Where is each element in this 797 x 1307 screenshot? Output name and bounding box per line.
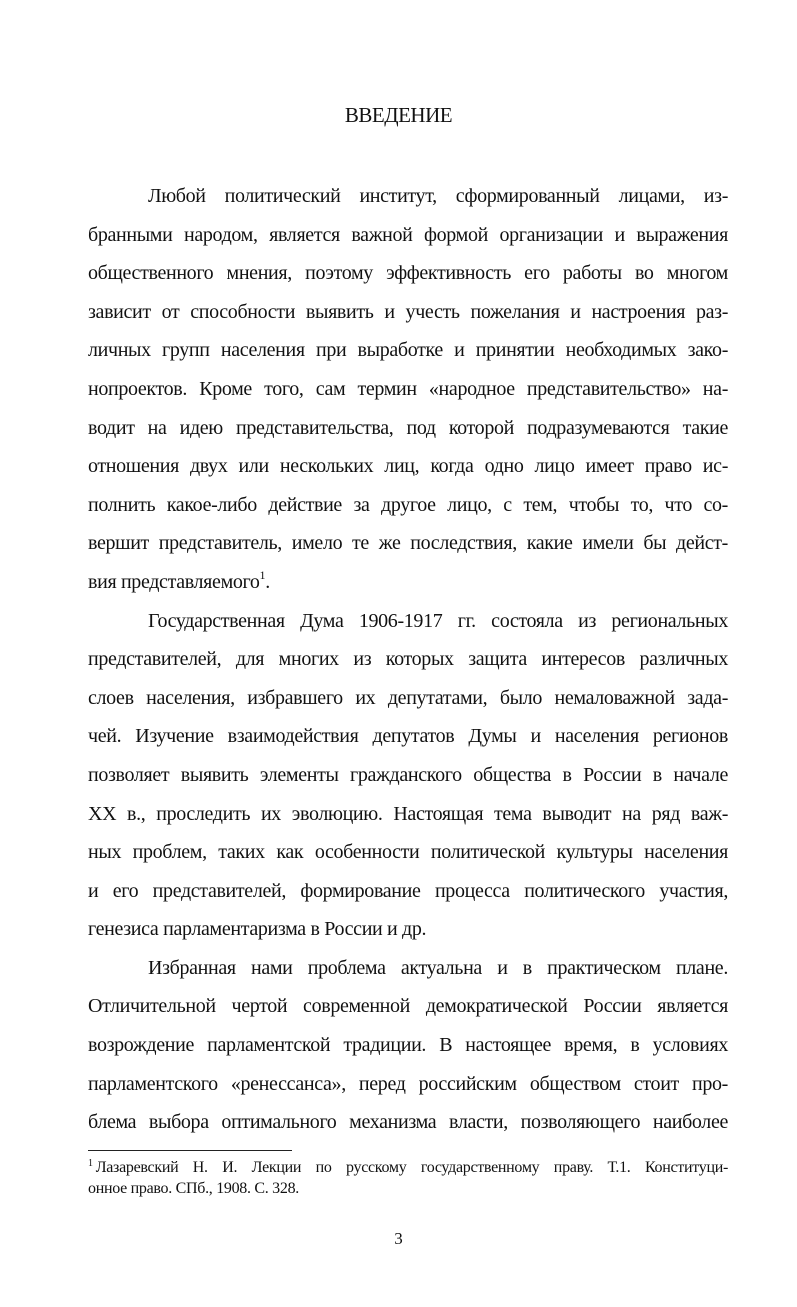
text-line: парламентского «ренессанса», перед российским обществом стоит про- <box>88 1072 728 1095</box>
text-line <box>88 563 728 602</box>
text-line: слоев населения, избравшего их депутатами, было немаловажной зада- <box>88 686 728 709</box>
text-line: возрождение парламентской традиции. В настоящее время, в условиях <box>88 1034 728 1057</box>
footnote-text: Лазаревский Н. И. Лекции по русскому государственному праву. Т.1. Конституци- <box>95 1159 728 1176</box>
body-text <box>88 177 728 1142</box>
text-line: нопроектов. Кроме того, сам термин «народное представительство» на- <box>88 377 728 400</box>
text-line: водит на идею представительства, под которой подразумеваются такие <box>88 416 728 439</box>
text-line: вершит представитель, имело те же последствия, какие имели бы дейст- <box>88 532 728 555</box>
text-line: и его представителей, формирование процесса политического участия, <box>88 879 728 902</box>
text-fragment: вия представляемого <box>88 570 260 593</box>
page-number: 3 <box>394 1229 403 1248</box>
text-line: полнить какое-либо действие за другое лицо, с тем, чтобы то, что со- <box>88 493 728 516</box>
text-line: бранными народом, является важной формой организации и выражения <box>88 223 728 246</box>
text-line: Избранная нами проблема актуальна и в практическом плане. <box>148 956 728 979</box>
text-line: Любой политический институт, сформированный лицами, из- <box>148 185 728 207</box>
footnote <box>88 1157 728 1199</box>
text-line: генезиса парламентаризма в России и др. <box>88 918 427 941</box>
section-heading: ВВЕДЕНИЕ <box>344 103 453 127</box>
text-line: чей. Изучение взаимодействия депутатов Думы и населения регионов <box>88 725 728 748</box>
text-line: позволяет выявить элементы гражданского общества в России в начале <box>88 763 728 786</box>
text-line: представителей, для многих из которых защита интересов различных <box>88 648 728 671</box>
footnote-line <box>88 1157 728 1178</box>
text-line: ных проблем, таких как особенности политической культуры населения <box>88 841 728 864</box>
footnote-reference[interactable]: 1 <box>259 567 266 582</box>
text-line: XX в., проследить их эволюцию. Настоящая тема выводит на ряд важ- <box>88 802 728 825</box>
text-line: блема выбора оптимального механизма власти, позволяющего наиболее <box>88 1111 728 1134</box>
text-line: Государственная Дума 1906-1917 гг. состояла из региональных <box>148 609 728 632</box>
footnote-separator <box>88 1150 292 1151</box>
end-punctuation: . <box>265 570 270 593</box>
text-line: отношения двух или нескольких лиц, когда одно лицо имеет право ис- <box>88 455 728 478</box>
footnote-mark: 1 <box>88 1158 93 1169</box>
text-line: общественного мнения, поэтому эффективность его работы во многом <box>88 262 728 285</box>
text-line: Отличительной чертой современной демократической России является <box>88 995 728 1018</box>
footnote-line: онное право. СПб., 1908. С. 328. <box>88 1180 299 1197</box>
text-line: личных групп населения при выработке и принятии необходимых зако- <box>88 339 728 362</box>
text-line: зависит от способности выявить и учесть пожелания и настроения раз- <box>88 300 728 323</box>
